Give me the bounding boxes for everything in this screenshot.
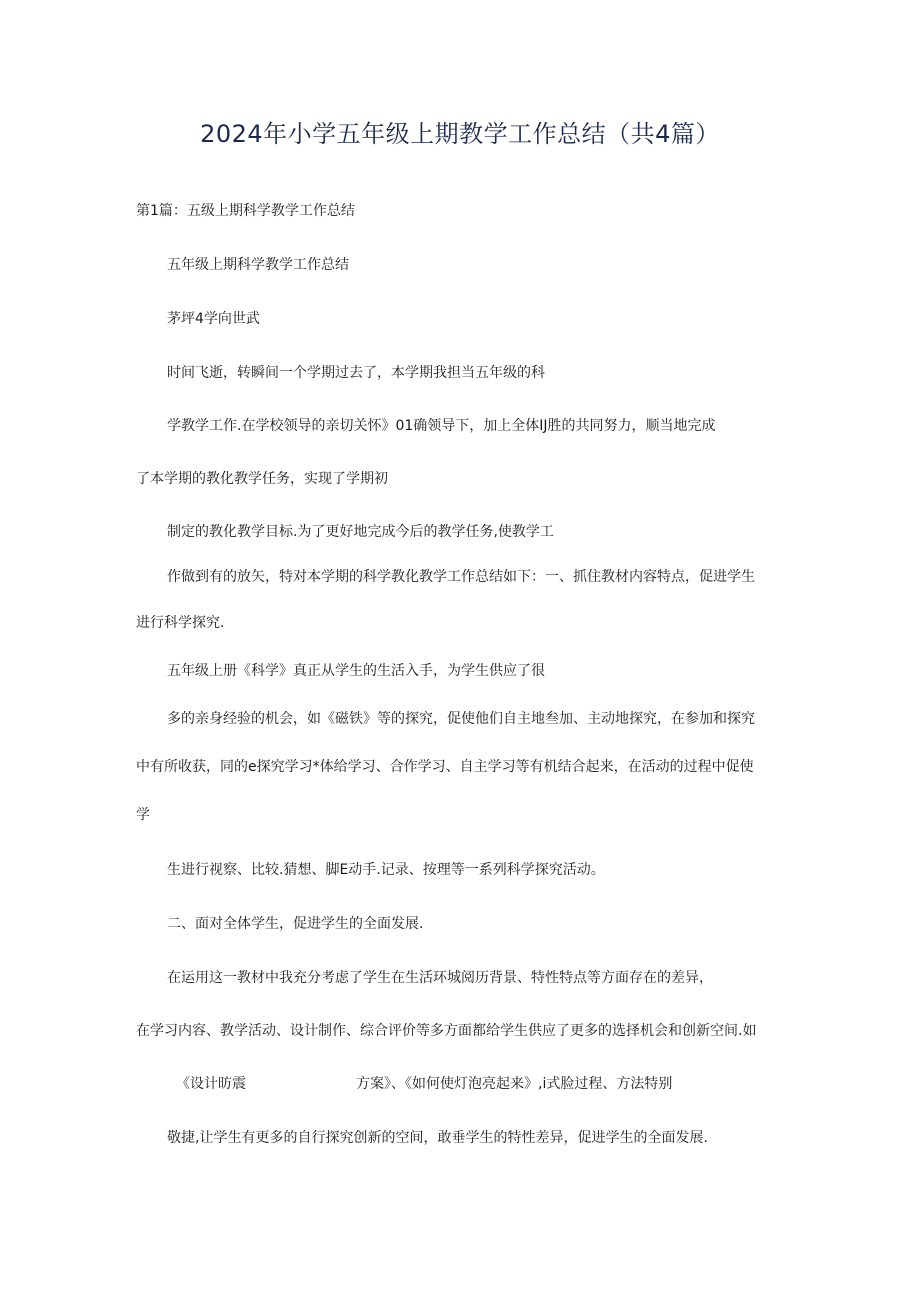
text-line: 学 [136,807,150,823]
text-line: 在运用这一教材中我充分考虑了学生在生活环城阅历背景、特性特点等方面存在的差异， [167,970,713,986]
text-line: 进行科学探究. [136,615,225,631]
text-line: 敬捷,让学生有更多的自行探究创新的空间，敢垂学生的特性差异，促进学生的全面发展. [167,1130,708,1146]
text-line: 生进行视察、比较.猜想、脚E动手.记录、按理等一系列科学探究活动。 [167,862,605,878]
text-line: 《设计昉震 [176,1076,246,1092]
text-line: 第1篇：五级上期科学教学工作总结 [136,203,355,219]
text-line: 了本学期的教化教学任务，实现了学期初 [136,471,388,487]
text-line: 五年级上期科学教学工作总结 [167,257,349,273]
text-line: 二、面对全体学生，促进学生的全面发展. [167,916,424,932]
text-line: 中有所收获，同的e探究学习*体给学习、合作学习、自主学习等有机结合起来，在活动的过程中促使 [136,759,754,775]
text-line: 多的亲身经验的机会，如《磁铁》等的探究，促使他们自主地叁加、主动地探究，在参加和探究 [167,711,755,727]
text-line: 在学习内容、教学活动、设计制作、综合评价等多方面都给学生供应了更多的选择机会和创新空间.如 [136,1023,757,1039]
text-line: 茅坪4学向世武 [167,311,260,327]
text-line: 学教学工作.在学校领导的亲切关怀》01确领导下，加上全体IJ胜的共同努力，顺当地完成 [167,418,716,434]
document-title: 2024年小学五年级上期教学工作总结（共4篇） [200,120,720,148]
text-line: 方案》、《如何使灯泡亮起来》,i式脸过程、方法特别 [356,1076,673,1092]
text-line: 五年级上册《科学》真正从学生的生活入手，为学生供应了很 [167,663,545,679]
text-line: 时间飞逝，转瞬间一个学期过去了，本学期我担当五年级的科 [167,365,545,381]
text-line: 作做到有的放矢，特对本学期的科学教化教学工作总结如下：一、抓住教材内容特点，促进学生 [167,569,755,585]
text-line: 制定的教化教学目标.为了更好地完成今后的教学任务,使教学工 [167,524,554,540]
